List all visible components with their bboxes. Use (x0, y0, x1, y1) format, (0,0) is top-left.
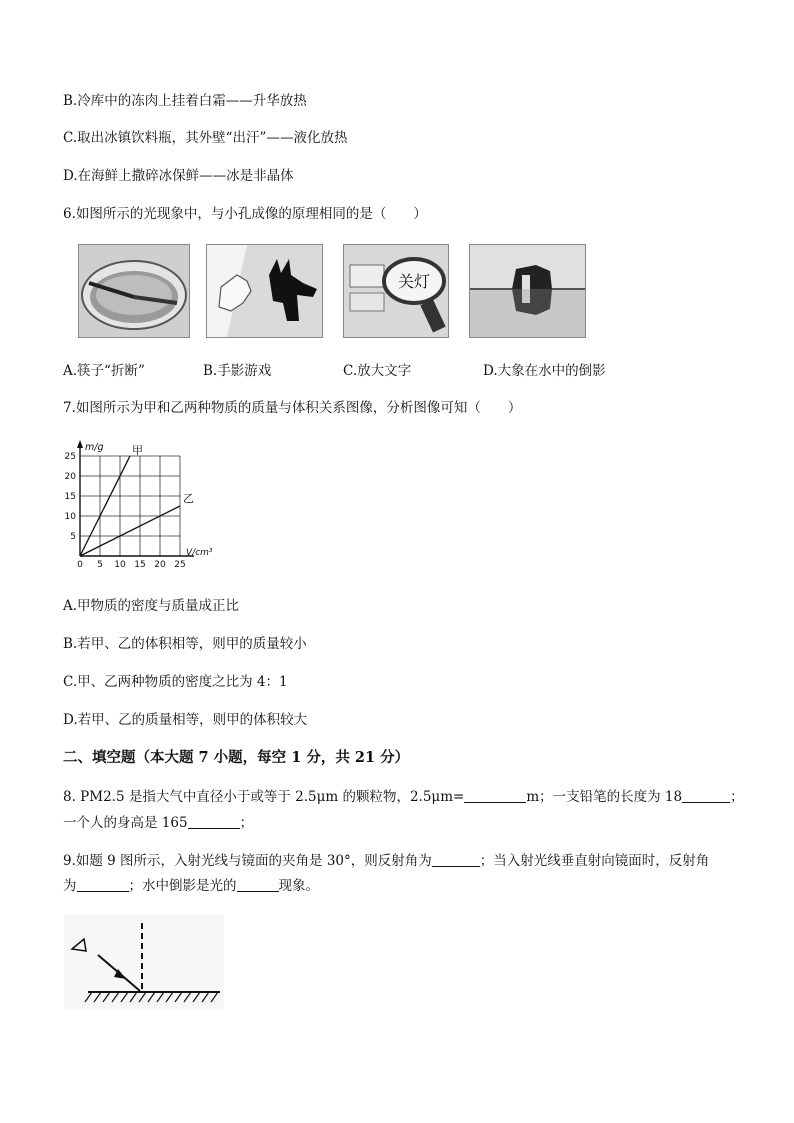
y-tick-label: 10 (64, 512, 76, 522)
q9-text-e: 现象。 (278, 878, 319, 894)
q6-caption-b: B.手影游戏 (203, 363, 272, 379)
y-axis-label: m/g (85, 442, 104, 453)
q8-text-d: 一个人的身高是 165 (63, 815, 188, 831)
series-line-1 (80, 456, 130, 556)
q6-caption-c: C.放大文字 (343, 363, 412, 379)
series-line-2 (80, 506, 180, 556)
x-tick-label: 10 (114, 560, 126, 570)
q8-blank-3[interactable] (188, 814, 240, 829)
reflection-figure (64, 915, 224, 1010)
q8-line1 (63, 788, 744, 806)
y-tick-label: 20 (64, 472, 76, 482)
q6-caption-a: A.筷子“折断” (63, 363, 145, 379)
q5-option-c: C.取出冰镇饮料瓶，其外壁“出汗”——液化放热 (63, 130, 348, 146)
x-tick-label: 15 (134, 560, 146, 570)
y-tick-label: 5 (70, 532, 76, 542)
magnified-text: 关灯 (397, 272, 431, 291)
y-axis-arrow-icon (77, 440, 83, 448)
q8-text-e: ； (239, 815, 254, 831)
q9-text-b: ；当入射光线垂直射向镜面时，反射角 (479, 853, 710, 869)
x-tick-label: 25 (174, 560, 186, 570)
q9-text-d: ；水中倒影是光的 (128, 878, 237, 894)
q5-option-d: D.在海鲜上撒碎冰保鲜——冰是非晶体 (63, 168, 294, 184)
q9-blank-2[interactable] (77, 877, 129, 892)
x-axis-label: V/cm³ (186, 548, 213, 558)
q8-blank-1[interactable] (464, 788, 526, 803)
x-tick-label: 0 (77, 560, 83, 570)
x-tick-label: 5 (97, 560, 103, 570)
q8-text-a: 8. PM2.5 是指大气中直径小于或等于 2.5μm 的颗粒物，2.5μm= (63, 789, 465, 805)
series-label-1: 甲 (132, 444, 143, 457)
q8-text-b: m；一支铅笔的长度为 18 (526, 789, 683, 805)
q6-caption-d: D.大象在水中的倒影 (483, 363, 606, 379)
q5-option-b: B.冷库中的冻肉上挂着白霜——升华放热 (63, 93, 307, 109)
q7-option-c: C.甲、乙两种物质的密度之比为 4：1 (63, 674, 288, 690)
q9-line2 (63, 877, 319, 895)
q9-blank-1[interactable] (432, 852, 480, 867)
q8-blank-2[interactable] (682, 788, 730, 803)
series-label-2: 乙 (183, 492, 194, 505)
photo-magnifier-text (343, 244, 449, 338)
photo-chopstick-in-water (78, 244, 190, 338)
q7-option-a: A.甲物质的密度与质量成正比 (63, 598, 240, 614)
q9-blank-3[interactable] (237, 877, 279, 892)
y-tick-label: 15 (64, 492, 76, 502)
x-tick-label: 20 (154, 560, 166, 570)
y-tick-label: 25 (64, 452, 76, 462)
q9-line1 (63, 852, 709, 870)
mass-volume-chart (62, 440, 232, 575)
q6-stem: 6.如图所示的光现象中，与小孔成像的原理相同的是（ ） (63, 206, 427, 222)
q9-text-a: 9.如题 9 图所示，入射光线与镜面的夹角是 30°，则反射角为 (63, 853, 432, 869)
q7-option-d: D.若甲、乙的质量相等，则甲的体积较大 (63, 712, 308, 728)
photo-hand-shadow (206, 244, 323, 338)
photo-elephant-reflection (469, 244, 586, 338)
section-title: 二、填空题（本大题 7 小题，每空 1 分，共 21 分） (63, 749, 410, 766)
q8-text-c: ； (730, 789, 744, 805)
q7-stem: 7.如图所示为甲和乙两种物质的质量与体积关系图像，分析图像可知（ ） (63, 400, 522, 416)
q9-text-c: 为 (63, 878, 77, 894)
q8-line2 (63, 814, 253, 832)
q7-option-b: B.若甲、乙的体积相等，则甲的质量较小 (63, 636, 307, 652)
